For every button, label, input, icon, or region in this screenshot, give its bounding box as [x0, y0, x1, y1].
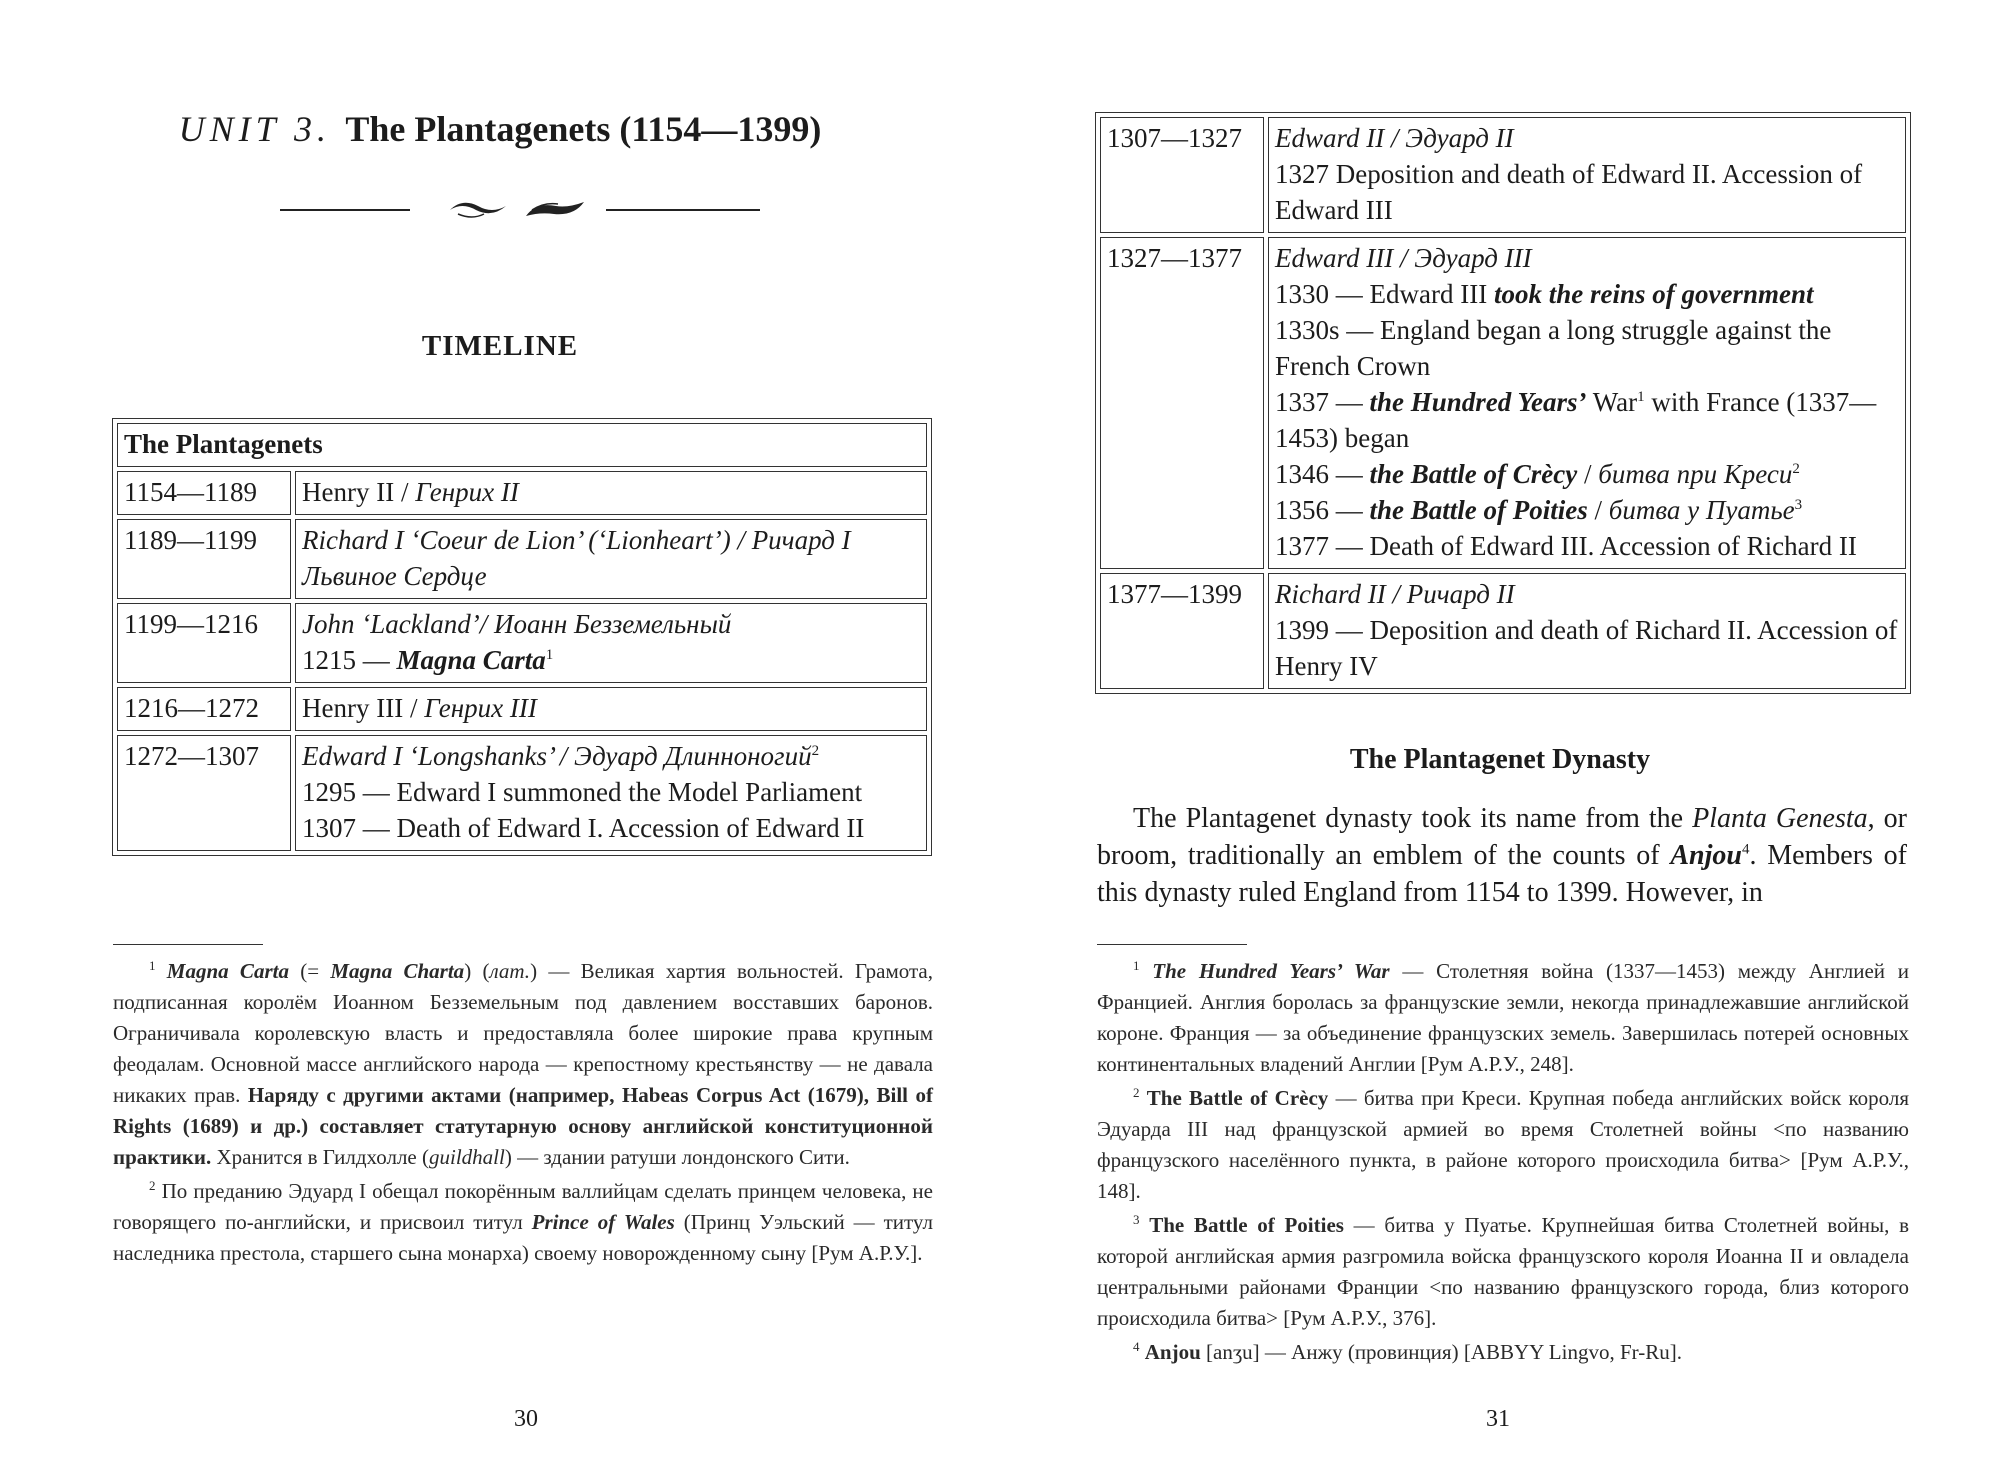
footnote-ref[interactable]: 2: [1792, 461, 1800, 477]
table-row: [1100, 573, 1906, 689]
event-line: 1307 — Death of Edward I. Accession of Edward II: [302, 813, 865, 843]
ruler-cell: [1268, 117, 1906, 233]
footnote-2: $^2$ The Battle of Crècy — битва при Креси. Крупная победа английских войск короля Эдуарда III над французской армией во время Столетней войны <по названию французского населённого пункта, в районе которого происходила битва> [Рум А.Р.У., 148].: [1097, 1085, 1910, 1203]
unit-title-text: The Plantagenets (1154—1399): [345, 109, 822, 149]
event-line: 1356 — the Battle of Poities / битва у Пуатье$^3$: [1275, 495, 1803, 525]
years-cell: 1199—1216: [117, 603, 291, 683]
years-cell: 1377—1399: [1100, 573, 1264, 689]
ruler-cell: [1268, 237, 1906, 569]
event-line: 1337 — the Hundred Years’ War$^1$ with France (1337—1453) began: [1275, 387, 1877, 453]
page-number: 31: [1486, 1406, 1510, 1432]
table-header-row: [117, 423, 927, 467]
event-line: 1215 — Magna Carta$^1$: [302, 645, 554, 675]
footnotes-left: [113, 956, 933, 1272]
ruler-name: Edward III / Эдуард III: [1275, 243, 1532, 273]
event-line: 1346 — the Battle of Crècy / битва при Креси$^2$: [1275, 459, 1800, 489]
ruler-cell: Richard I ‘Coeur de Lion’ (‘Lionheart’) / Ричард I Львиное Сердце: [295, 519, 927, 599]
footnote-ref[interactable]: 1: [545, 647, 554, 663]
event-line: 1327 Deposition and death of Edward II. Accession of Edward III: [1275, 159, 1863, 225]
footnote-4: $^4$ Anjou [anʒu] — Анжу (провинция) [ABBYY Lingvo, Fr-Ru].: [1133, 1339, 1682, 1364]
timeline-table-right: [1095, 112, 1911, 694]
table-row: [117, 687, 927, 731]
event-line: 1295 — Edward I summoned the Model Parliament: [302, 777, 863, 807]
ruler-name: Edward II / Эдуард II: [1275, 123, 1514, 153]
footnote-1: $^1$ The Hundred Years’ War — Столетняя война (1337—1453) между Англией и Францией. Англия боролась за французские земли, некогда принадлежавшие английской короне. Франция — за объединение французских земель. Завершилась потерей основных континентальных владений Англии [Рум А.Р.У., 248].: [1097, 958, 1909, 1076]
years-cell: 1216—1272: [117, 687, 291, 731]
ruler-cell: [295, 603, 927, 683]
unit-title: [0, 108, 1000, 150]
ruler-name: Edward I ‘Longshanks’ / Эдуард Длинноногий$^2$: [302, 741, 820, 771]
years-cell: 1307—1327: [1100, 117, 1264, 233]
footnotes-right: [1097, 956, 1909, 1371]
table-header: The Plantagenets: [117, 423, 927, 467]
years-cell: 1272—1307: [117, 735, 291, 851]
ruler-cell: [295, 735, 927, 851]
table-row: [117, 603, 927, 683]
footnote-ref[interactable]: 4: [1741, 841, 1750, 858]
years-cell: 1154—1189: [117, 471, 291, 515]
event-line: 1330s — England began a long struggle against the French Crown: [1275, 315, 1832, 381]
event-line: 1377 — Death of Edward III. Accession of Richard II: [1275, 531, 1857, 561]
table-row: [1100, 237, 1906, 569]
footnote-ref[interactable]: 1: [1637, 389, 1645, 405]
unit-label: UNIT 3.: [178, 109, 332, 149]
event-line: 1399 — Deposition and death of Richard II. Accession of Henry IV: [1275, 615, 1898, 681]
ruler-cell: Henry III / Генрих III: [295, 687, 927, 731]
footnote-separator: [1097, 944, 1247, 945]
timeline-table-left: [112, 418, 932, 856]
dynasty-paragraph: The Plantagenet dynasty took its name from the Planta Genesta, or broom, traditionally an emblem of the counts of Anjou$^4$. Members of this dynasty ruled England from 1154 to 1399. However, in: [1097, 803, 1907, 908]
years-cell: 1327—1377: [1100, 237, 1264, 569]
table-row: [1100, 117, 1906, 233]
table-row: [117, 471, 927, 515]
footnote-separator: [113, 944, 263, 945]
footnote-ref[interactable]: 2: [811, 743, 820, 759]
years-cell: 1189—1199: [117, 519, 291, 599]
footnote-2: $^2$ По преданию Эдуард I обещал покорённым валлийцам сделать принцем человека, не говорящего по-английски, и присвоил титул Prince of Wales (Принц Уэльский — титул наследника престола, старшего сына монарха) своему новорожденному сыну [Рум А.Р.У.].: [113, 1178, 933, 1265]
event-line: 1330 — Edward III took the reins of government: [1275, 279, 1814, 309]
ruler-name: Richard II / Ричард II: [1275, 579, 1515, 609]
ruler-cell: Henry II / Генрих II: [295, 471, 927, 515]
ruler-cell: [1268, 573, 1906, 689]
dynasty-heading: The Plantagenet Dynasty: [1349, 744, 1651, 775]
page-number: 30: [514, 1406, 538, 1432]
ornament-divider: [280, 196, 760, 224]
table-row: [117, 519, 927, 599]
ruler-name: John ‘Lackland’/ Иоанн Безземельный: [302, 609, 732, 639]
table-row: [117, 735, 927, 851]
timeline-heading: TIMELINE: [421, 330, 579, 362]
footnote-3: $^3$ The Battle of Poities — битва у Пуатье. Крупнейшая битва Столетней войны, в которой английская армия разгромила войска французского короля Иоанна II и овладела центральными районами Франции <по названию французского города, близ которого происходила битва> [Рум А.Р.У., 376].: [1097, 1212, 1909, 1330]
footnote-ref[interactable]: 3: [1794, 497, 1803, 513]
footnote-1: $^1$ Magna Carta (= Magna Charta) (лат.) — Великая хартия вольностей. Грамота, подписанная королём Иоанном Безземельным под давлением восставших баронов. Ограничивала королевскую власть и предоставляла более широкие права крупным феодалам. Основной массе английского народа — крепостному крестьянству — не давала никаких прав. Наряду с другими актами (например, Habeas Corpus Act (1679), Bill of Rights (1689) и др.) составляет статутарную основу английской конституционной практики. Хранится в Гилдхолле (guildhall) — здании ратуши лондонского Сити.: [113, 958, 934, 1169]
